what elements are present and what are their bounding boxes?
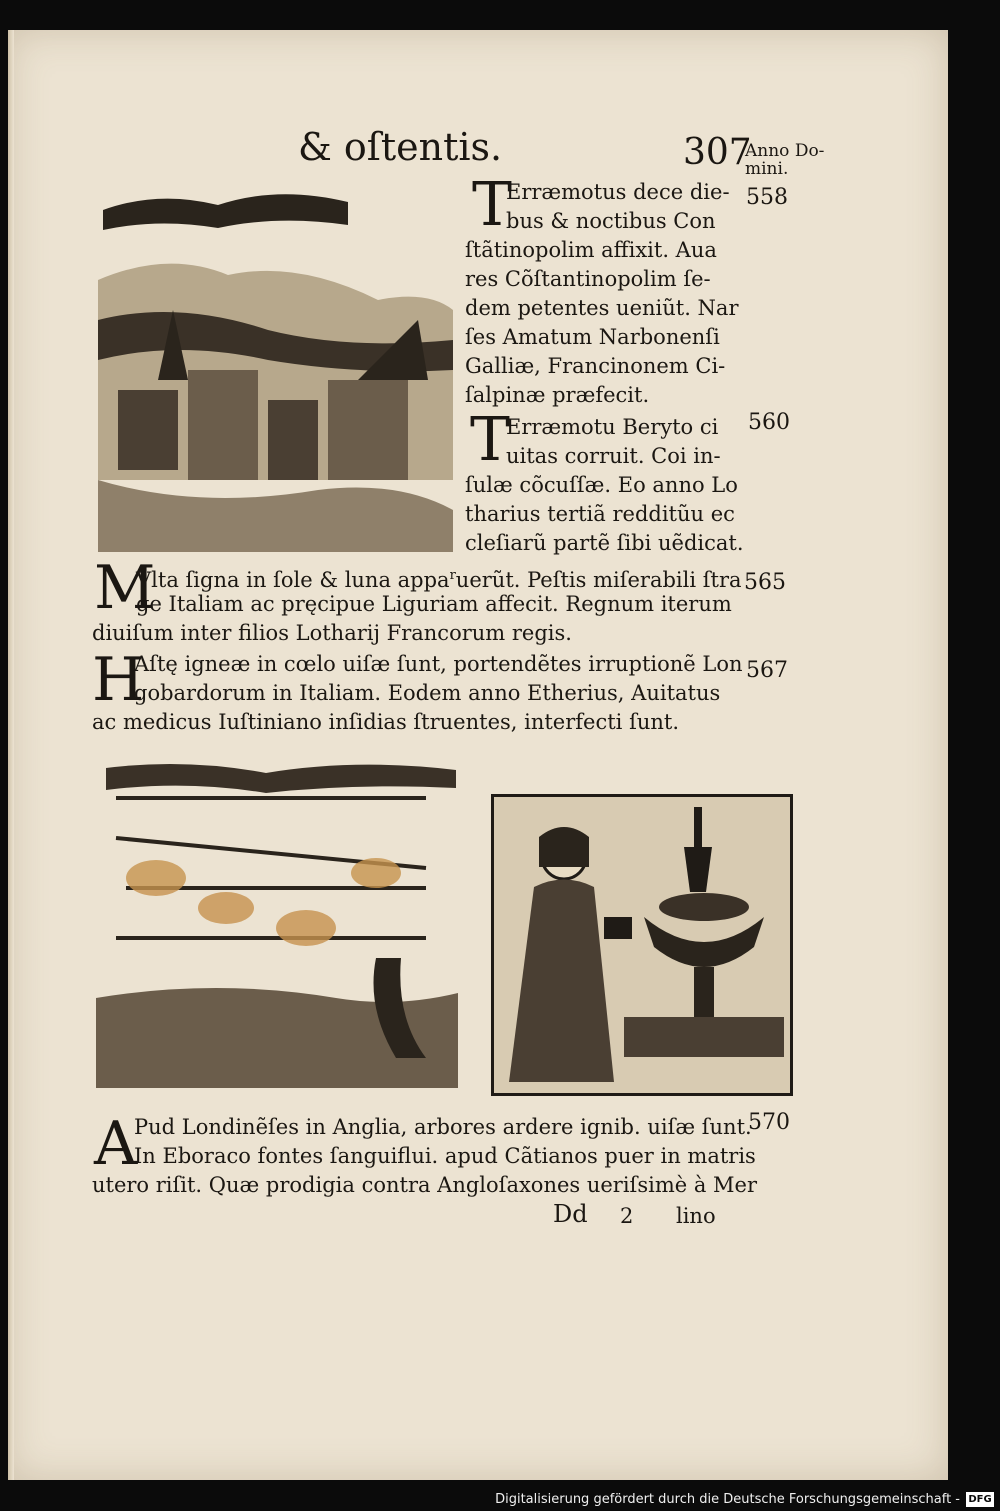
entry-558-line-4: res Cõſtantinopolim ſe- bbox=[465, 267, 711, 291]
entry-558-line-7: Galliæ, Francinonem Ci- bbox=[465, 354, 726, 378]
entry-558-line-1: Erræmotus dece die- bbox=[506, 180, 730, 204]
dropcap-558: T bbox=[472, 170, 513, 240]
fountain-woman-illustration bbox=[494, 797, 790, 1093]
entry-558-line-5: dem petentes ueniũt. Nar bbox=[465, 296, 739, 320]
entry-560-line-1: Erræmotu Beryto ci bbox=[506, 415, 719, 439]
year-565: 565 bbox=[744, 570, 786, 595]
dropcap-565: M bbox=[94, 553, 156, 623]
entry-567-line-3: ac medicus Iuſtiniano inſidias ſtruentes, interfecti ſunt. bbox=[92, 710, 680, 734]
woodcut-fiery-spears bbox=[96, 758, 458, 1088]
dropcap-560: T bbox=[470, 405, 511, 475]
woodcut-earthquake bbox=[98, 180, 458, 552]
entry-560-line-2: uitas corruit. Coi in- bbox=[506, 444, 721, 468]
entry-558-line-3: ſtãtinopolim affixit. Aua bbox=[465, 238, 717, 262]
entry-560-line-5: cleſiarũ partẽ ſibi uẽdicat. bbox=[465, 531, 744, 555]
entry-560-line-3: ſulæ cõcuſſæ. Eo anno Lo bbox=[465, 473, 738, 497]
entry-565-line-1b: uerũt. Peſtis miſerabili ſtra bbox=[455, 568, 742, 592]
entry-567-line-2: gobardorum in Italiam. Eodem anno Etherius, Auitatus bbox=[134, 681, 721, 705]
earthquake-illustration bbox=[98, 180, 458, 552]
entry-570-line-1: Pud Londinẽſes in Anglia, arbores ardere ignib. uiſæ ſunt. bbox=[134, 1115, 752, 1139]
entry-558-line-8: ſalpinæ præfecit. bbox=[465, 383, 650, 407]
entry-565-line-1a: Vlta ſigna in ſole & luna appa bbox=[136, 568, 450, 592]
page-edge bbox=[8, 30, 14, 1480]
footer-bar bbox=[0, 1489, 1000, 1511]
page-number: 307 bbox=[683, 132, 752, 173]
book-page bbox=[8, 30, 948, 1480]
entry-570-line-3: utero riſit. Quæ prodigia contra Angloſaxones ueriſsimè à Mer bbox=[92, 1173, 758, 1197]
dfg-logo: DFG bbox=[966, 1492, 994, 1507]
entry-565-line-3: diuiſum inter filios Lotharij Francorum regis. bbox=[92, 621, 572, 645]
fiery-spears-illustration bbox=[96, 758, 458, 1088]
year-570: 570 bbox=[748, 1110, 790, 1135]
catchword: lino bbox=[676, 1204, 716, 1228]
entry-558-line-6: ſes Amatum Narbonenſi bbox=[465, 325, 720, 349]
year-560: 560 bbox=[748, 410, 790, 435]
year-558: 558 bbox=[746, 185, 788, 210]
woodcut-fountain-woman bbox=[491, 794, 793, 1096]
entry-570-line-2: In Eboraco fontes ſanguiflui. apud Cãtianos puer in matris bbox=[134, 1144, 756, 1168]
entry-565-line-2: ge Italiam ac pręcipue Liguriam affecit. Regnum iterum bbox=[136, 592, 732, 616]
running-head: & oſtentis. bbox=[298, 125, 503, 169]
entry-560-line-4: tharius tertiã redditũu ec bbox=[465, 502, 735, 526]
entry-567-line-1: Aſtę igneæ in cœlo uiſæ ſunt, portendẽtes irruptionẽ Lon bbox=[134, 652, 743, 676]
entry-558-line-2: bus & noctibus Con bbox=[506, 209, 716, 233]
signature-number: 2 bbox=[620, 1204, 634, 1228]
footer-credit: Digitalisierung gefördert durch die Deutsche Forschungsgemeinschaft - bbox=[495, 1492, 960, 1507]
dropcap-567: H bbox=[92, 645, 145, 715]
margin-head: Anno Do-mini. bbox=[745, 141, 825, 179]
signature-mark: Dd bbox=[553, 1200, 588, 1228]
entry-565-superscript: r bbox=[449, 568, 456, 583]
dropcap-570: A bbox=[94, 1109, 138, 1179]
year-567: 567 bbox=[746, 658, 788, 683]
